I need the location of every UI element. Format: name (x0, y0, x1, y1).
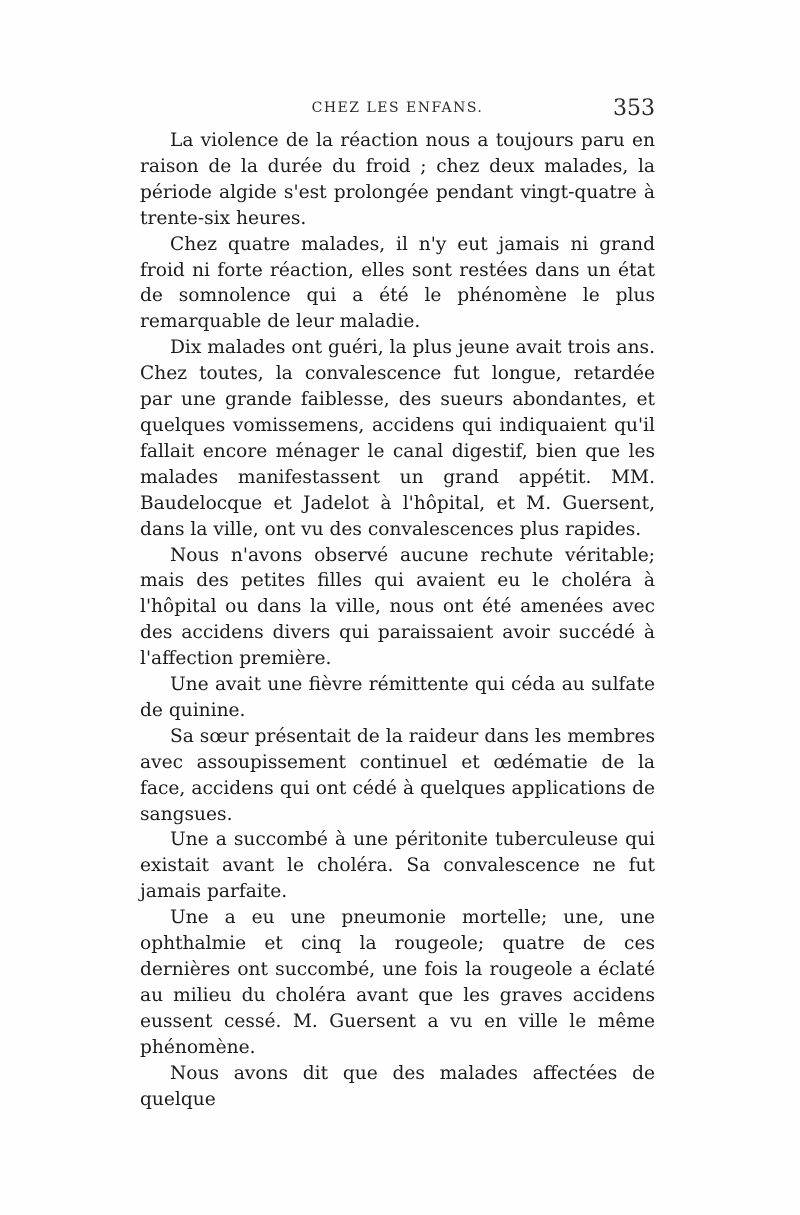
paragraph: Chez quatre malades, il n'y eut jamais ni grand froid ni forte réaction, elles sont restées dans un état de somnolence qui a été le phénomène le plus remarquable de leur maladie. (140, 233, 655, 333)
paragraph: Nous avons dit que des malades affectées de quelque (140, 1062, 655, 1110)
paragraph: Une a succombé à une péritonite tuberculeuse qui existait avant le choléra. Sa convalescence ne fut jamais parfaite. (140, 829, 655, 903)
body-text (140, 128, 655, 1112)
paragraph: Dix malades ont guéri, la plus jeune avait trois ans. Chez toutes, la convalescence fut longue, retardée par une grande faiblesse, des sueurs abondantes, et quelques vomissemens, accidens qui indiquaient qu'il fallait encore ménager le canal digestif, bien que les malades manifestassent un grand appétit. MM. Baudelocque et Jadelot à l'hôpital, et M. Guersent, dans la ville, ont vu des convalescences plus rapides. (140, 337, 655, 540)
paragraph: La violence de la réaction nous a toujours paru en raison de la durée du froid ; chez deux malades, la période algide s'est prolongée pendant vingt-quatre à trente-six heures. (140, 130, 655, 229)
paragraph: Nous n'avons observé aucune rechute véritable; mais des petites filles qui avaient eu le choléra à l'hôpital ou dans la ville, nous ont été amenées avec des accidens divers qui paraissaient avoir succédé à l'affection première. (140, 544, 655, 670)
paragraph: Sa sœur présentait de la raideur dans les membres avec assoupissement continuel et œdématie de la face, accidens qui ont cédé à quelques applications de sangsues. (140, 725, 655, 825)
paragraph: Une avait une fièvre rémittente qui céda au sulfate de quinine. (140, 674, 655, 721)
paragraph: Une a eu une pneumonie mortelle; une, une ophthalmie et cinq la rougeole; quatre de ces dernières ont succombé, une fois la rougeole a éclaté au milieu du choléra avant que les graves accidens eussent cessé. M. Guersent a vu en ville le même phénomène. (140, 907, 655, 1058)
page-number: 353 (613, 96, 655, 121)
page-header (140, 96, 655, 126)
running-title: CHEZ LES ENFANS. (311, 100, 484, 116)
